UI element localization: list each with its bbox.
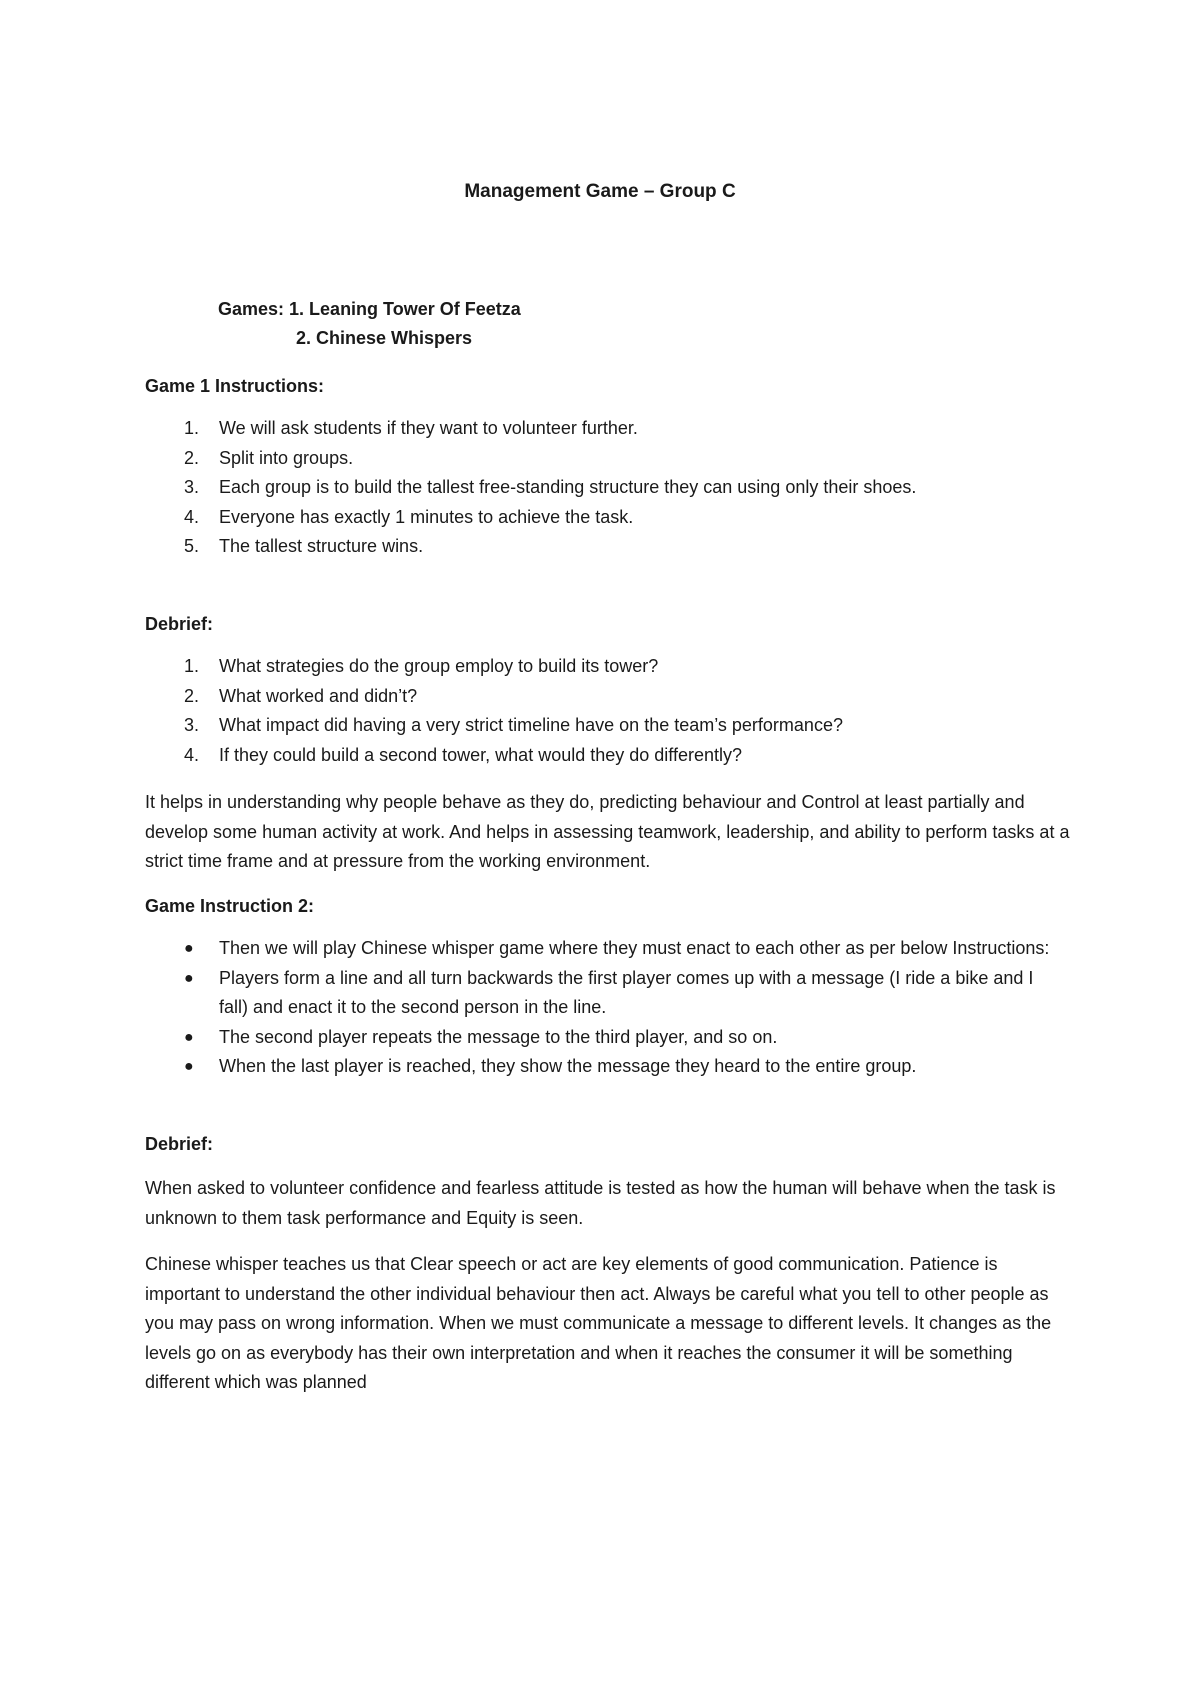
list-number: 1. — [184, 656, 200, 676]
list-item — [145, 473, 1065, 503]
debrief1-questions-list — [145, 652, 1065, 770]
list-item — [145, 444, 1065, 474]
list-number: 5. — [184, 536, 200, 556]
list-number: 3. — [184, 477, 200, 497]
list-number: 3. — [184, 715, 200, 735]
list-item-text: The tallest structure wins. — [219, 536, 424, 556]
list-item — [145, 532, 1065, 562]
game2-instructions-list — [145, 934, 1065, 1082]
games-line-2: 2. Chinese Whispers — [296, 328, 473, 348]
debrief1-heading: Debrief: — [145, 614, 214, 634]
list-item-text: Then we will play Chinese whisper game where they must enact to each other as per below Instructions: — [219, 938, 1050, 958]
list-item-text: Split into groups. — [219, 447, 354, 468]
list-item — [145, 1023, 1065, 1053]
list-item — [145, 1052, 1065, 1082]
list-item — [145, 414, 1065, 444]
list-item — [145, 934, 1065, 964]
games-line-1: Games: 1. Leaning Tower Of Feetza — [218, 299, 521, 319]
game2-heading: Game Instruction 2: — [145, 896, 315, 916]
list-item-text: The second player repeats the message to the third player, and so on. — [219, 1026, 778, 1047]
list-item — [145, 682, 1065, 712]
list-item-text: Players form a line and all turn backwards the first player comes up with a message (I ride a bike and I fall) and enact it to the second person in the line. — [219, 967, 1034, 1017]
debrief2-paragraph-1: When asked to volunteer confidence and fearless attitude is tested as how the human will behave when the task is unknown to them task performance and Equity is seen. — [145, 1178, 1056, 1228]
list-item-text: Everyone has exactly 1 minutes to achieve the task. — [219, 506, 634, 527]
list-item — [145, 741, 1065, 771]
list-item — [145, 652, 1065, 682]
bullet-icon: ● — [184, 940, 194, 957]
list-number: 2. — [184, 685, 200, 706]
list-number: 1. — [184, 418, 200, 438]
page-title: Management Game – Group C — [464, 181, 736, 202]
bullet-icon: ● — [184, 1028, 194, 1046]
list-item — [145, 711, 1065, 741]
game1-instructions-list — [145, 414, 1065, 562]
debrief2-heading: Debrief: — [145, 1134, 214, 1154]
list-item — [145, 503, 1065, 533]
list-item-text: What impact did having a very strict timeline have on the team’s performance? — [219, 715, 843, 735]
list-item-text: What strategies do the group employ to build its tower? — [219, 656, 659, 676]
list-item-text: We will ask students if they want to volunteer further. — [219, 418, 638, 438]
list-number: 2. — [184, 447, 200, 468]
bullet-icon: ● — [184, 1058, 194, 1075]
game1-heading: Game 1 Instructions: — [145, 376, 325, 396]
list-number: 4. — [184, 506, 200, 527]
debrief2-paragraph-2: Chinese whisper teaches us that Clear speech or act are key elements of good communication. Patience is important to understand the other individual behaviour then act. Always be careful what you tell to other people as you may pass on wrong information. When we must communicate a message to different levels. It changes as the levels go on as everybody has their own interpretation and when it reaches the consumer it will be something different which was planned — [145, 1254, 1052, 1392]
list-item-text: Each group is to build the tallest free-standing structure they can using only their shoes. — [219, 477, 917, 497]
list-item-text: When the last player is reached, they show the message they heard to the entire group. — [219, 1056, 917, 1076]
debrief1-paragraph: It helps in understanding why people behave as they do, predicting behaviour and Control at least partially and develop some human activity at work. And helps in assessing teamwork, leadership, and ability to perform tasks at a strict time frame and at pressure from the working environment. — [145, 792, 1070, 871]
list-item-text: What worked and didn’t? — [219, 685, 418, 706]
list-item — [145, 964, 1065, 1023]
list-number: 4. — [184, 744, 200, 765]
list-item-text: If they could build a second tower, what would they do differently? — [219, 744, 742, 765]
bullet-icon: ● — [184, 969, 194, 987]
